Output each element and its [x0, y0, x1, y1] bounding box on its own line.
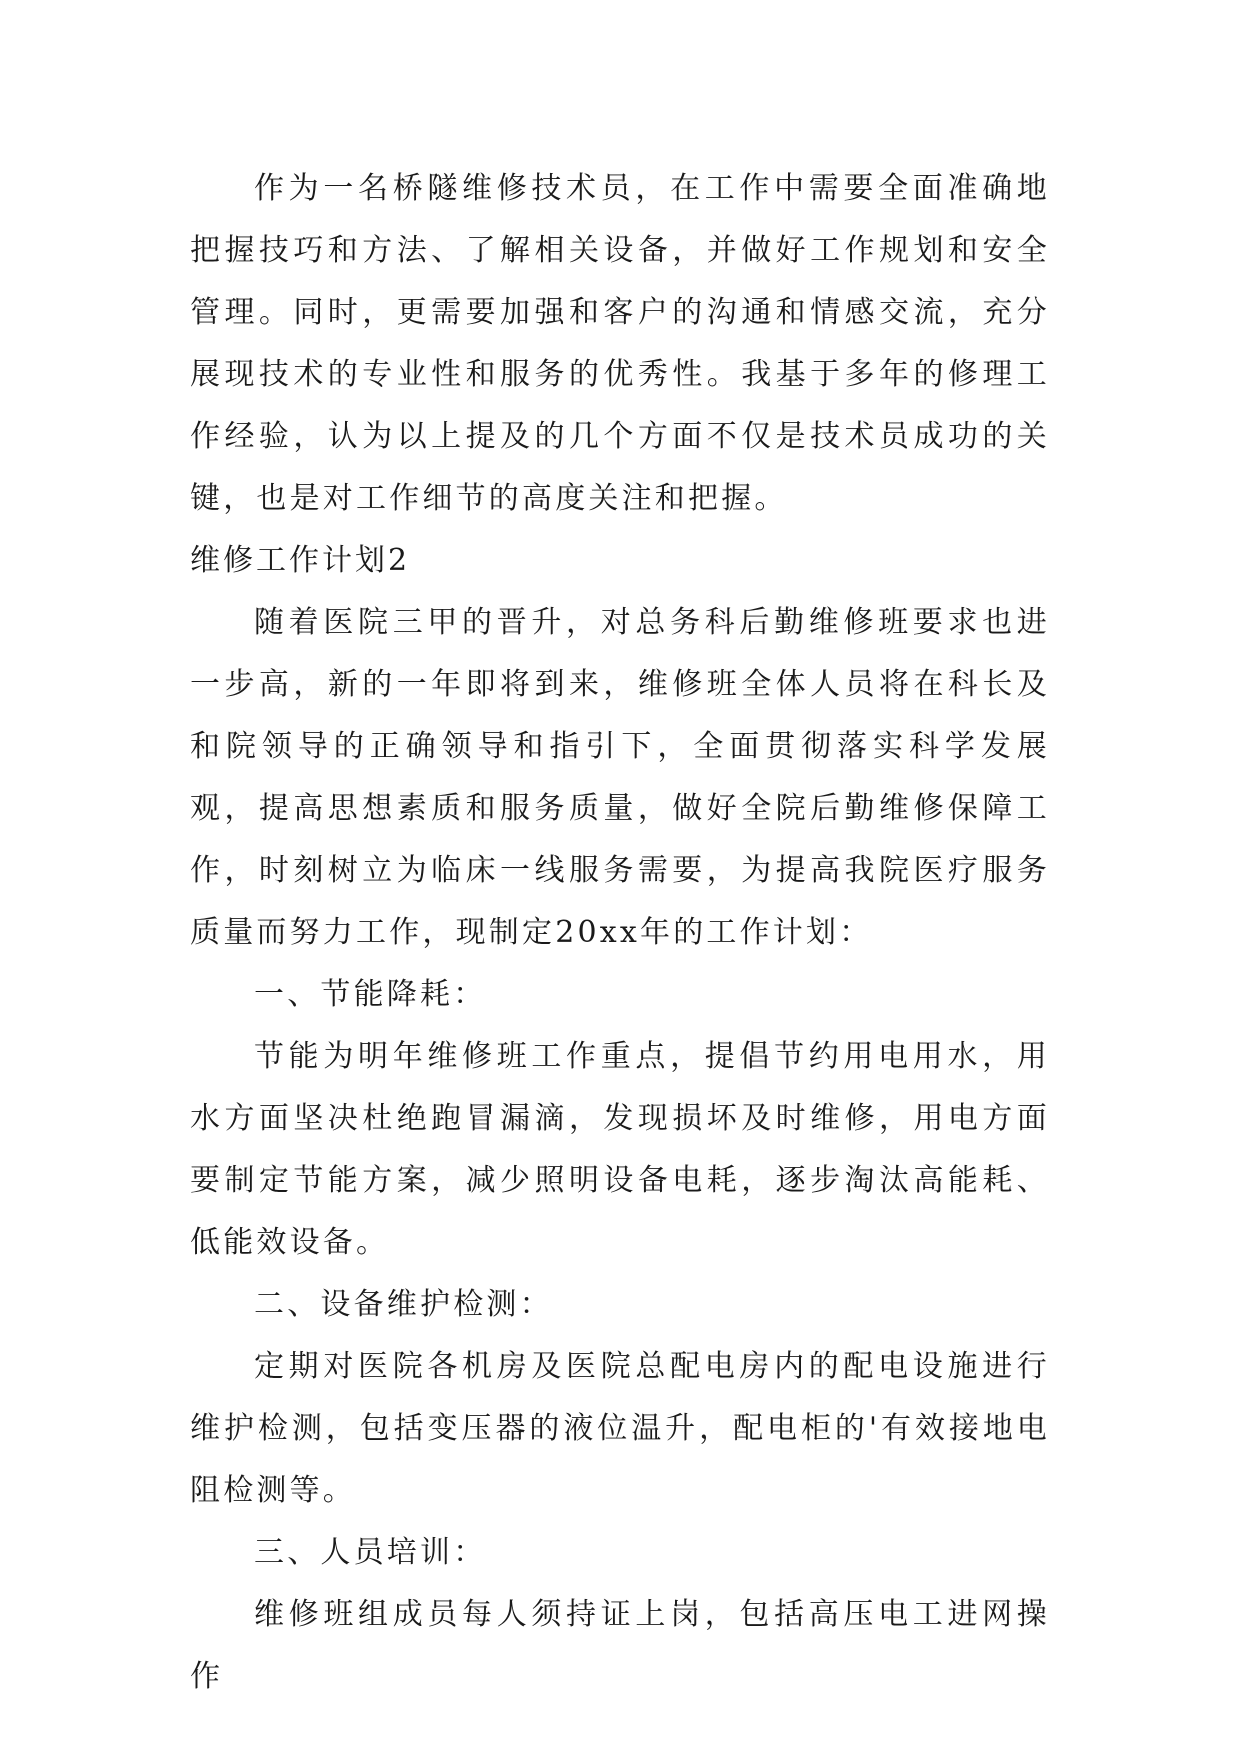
- item-3-body: 维修班组成员每人须持证上岗，包括高压电工进网操作: [190, 1597, 1050, 1694]
- item-2-heading: 二、设备维护检测：: [254, 1287, 553, 1322]
- document-body: [190, 158, 1050, 1708]
- section-title: 维修工作计划2: [190, 543, 411, 578]
- item-1-body: 节能为明年维修班工作重点，提倡节约用电用水，用水方面坚决杜绝跑冒漏滴，发现损坏及时维修，用电方面要制定节能方案，减少照明设备电耗，逐步淘汰高能耗、低能效设备。: [190, 1039, 1050, 1260]
- paragraph-intro: 作为一名桥隧维修技术员，在工作中需要全面准确地把握技巧和方法、了解相关设备，并做好工作规划和安全管理。同时，更需要加强和客户的沟通和情感交流，充分展现技术的专业性和服务的优秀性。我基于多年的修理工作经验，认为以上提及的几个方面不仅是技术员成功的关键，也是对工作细节的高度关注和把握。: [190, 171, 1050, 516]
- item-3-heading: 三、人员培训：: [254, 1535, 487, 1570]
- item-2-body: 定期对医院各机房及医院总配电房内的配电设施进行维护检测，包括变压器的液位温升，配电柜的'有效接地电阻检测等。: [190, 1349, 1050, 1508]
- paragraph-plan-intro: 随着医院三甲的晋升，对总务科后勤维修班要求也进一步高，新的一年即将到来，维修班全体人员将在科长及和院领导的正确领导和指引下，全面贯彻落实科学发展观，提高思想素质和服务质量，做好全院后勤维修保障工作，时刻树立为临床一线服务需要，为提高我院医疗服务质量而努力工作，现制定20xx年的工作计划：: [190, 605, 1050, 950]
- item-1-heading: 一、节能降耗：: [254, 977, 487, 1012]
